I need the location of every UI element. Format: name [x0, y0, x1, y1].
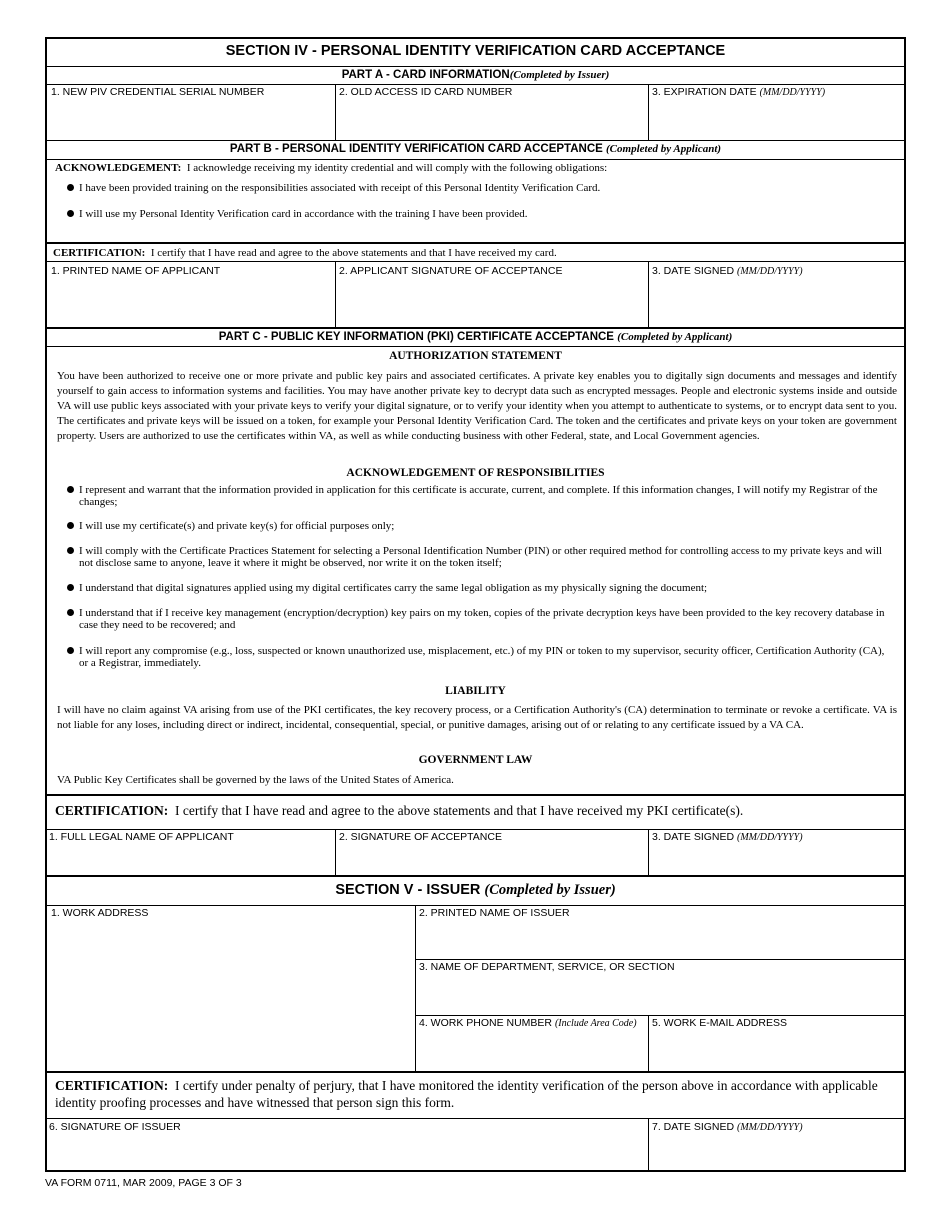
list-item: [67, 582, 887, 594]
cert-text: I certify that I have read and agree to the above statements and that I have received my PKI certificate(s).: [175, 803, 744, 818]
date-format-hint: (MM/DD/YYYY): [737, 1122, 803, 1133]
bullet-icon: [67, 184, 74, 191]
full-legal-name-field[interactable]: 1. FULL LEGAL NAME OF APPLICANT: [49, 831, 234, 843]
part-b-title: PART B - PERSONAL IDENTITY VERIFICATION CARD ACCEPTANCE: [229, 143, 603, 155]
bullet-text: I represent and warrant that the information provided in application for this certificate is accurate, current, and complete. If this information changes, I will notify my Registrar of the changes;: [79, 484, 878, 508]
work-email-field[interactable]: 5. WORK E-MAIL ADDRESS: [652, 1017, 787, 1029]
bullet-text: I will report any compromise (e.g., loss, suspected or known unauthorized use, misplacement, etc.) of my PIN or token to my supervisor, security officer, Certification Authority (CA), or a Registrar, immediately.: [79, 645, 885, 669]
bullet-icon: [67, 210, 74, 217]
cert-text: I certify under penalty of perjury, that I have monitored the identity verification of the person above in accordance with applicable identity proofing processes and have witnessed that person sign this form.: [55, 1078, 878, 1110]
work-phone-field[interactable]: [419, 1017, 637, 1029]
government-law-heading: GOVERNMENT LAW: [418, 754, 533, 766]
area-code-hint: (Include Area Code): [554, 1018, 637, 1029]
list-item: [67, 182, 887, 194]
bullet-text: I will use my Personal Identity Verification card in accordance with the training I have been provided.: [79, 208, 528, 220]
printed-name-field[interactable]: 1. PRINTED NAME OF APPLICANT: [51, 265, 221, 277]
liability-heading: LIABILITY: [445, 685, 506, 697]
cert-label: CERTIFICATION:: [55, 803, 169, 818]
date-signed-field[interactable]: [652, 831, 803, 843]
part-c-note: (Completed by Applicant): [617, 331, 733, 343]
part-c-header: [47, 331, 904, 343]
part-a-header: [47, 69, 904, 81]
government-law-text: VA Public Key Certificates shall be governed by the laws of the United States of America.: [57, 774, 454, 786]
bullet-icon: [67, 547, 74, 554]
department-field[interactable]: 3. NAME OF DEPARTMENT, SERVICE, OR SECTION: [419, 961, 675, 973]
section-v-note: (Completed by Issuer): [484, 882, 616, 898]
bullet-icon: [67, 647, 74, 654]
part-c-certification: [55, 802, 895, 819]
list-item: [67, 545, 887, 569]
list-item: [67, 484, 887, 508]
date-format-hint: (MM/DD/YYYY): [737, 832, 803, 843]
signature-of-acceptance-field[interactable]: 2. SIGNATURE OF ACCEPTANCE: [339, 831, 502, 843]
expiration-label: 3. EXPIRATION DATE: [652, 86, 757, 98]
issuer-date-signed-field[interactable]: [652, 1121, 803, 1133]
work-address-field[interactable]: 1. WORK ADDRESS: [51, 907, 149, 919]
issuer-signature-field[interactable]: 6. SIGNATURE OF ISSUER: [49, 1121, 181, 1133]
bullet-icon: [67, 584, 74, 591]
va-form-page: [45, 37, 906, 1172]
bullet-text: I understand that if I receive key management (encryption/decryption) key pairs on my token, copies of the private decryption keys have been provided to the key recovery database in case they need to be recovered; and: [79, 607, 885, 631]
bullet-text: I will comply with the Certificate Practices Statement for selecting a Personal Identification Number (PIN) or other required method for controlling access to my private keys and will not disclose same to anyone, leave it where it might be observed, nor write it on the token itself;: [79, 545, 883, 569]
bullet-text: I understand that digital signatures applied using my digital certificates carry the same legal obligation as my physically signing the document;: [79, 582, 708, 594]
responsibilities-heading: ACKNOWLEDGEMENT OF RESPONSIBILITIES: [346, 467, 605, 479]
ack-text: I acknowledge receiving my identity credential and will comply with the following obligations:: [186, 162, 608, 174]
new-piv-serial-field[interactable]: 1. NEW PIV CREDENTIAL SERIAL NUMBER: [51, 86, 265, 98]
list-item: [67, 520, 887, 532]
cert-text: I certify that I have read and agree to the above statements and that I have received my card.: [150, 247, 557, 259]
bullet-icon: [67, 486, 74, 493]
bullet-text: I have been provided training on the responsibilities associated with receipt of this Personal Identity Verification Card.: [79, 182, 601, 194]
authorization-text: You have been authorized to receive one or more private and public key pairs and associated certificates. A private key enables you to digitally sign documents and messages and identify yourself to gain access to information systems and facilities. You may have another private key to decrypt data such as encrypted messages. People and electronic systems inside and outside VA will use public keys associated with your private keys to verify your digital signature, or to verify your identity when you attempt to authenticate to systems, or to encrypt data sent to you. The certificates and private keys will be issued on a token, for example your Personal Identity Verification Card. The token and the certificates and private keys on your token are government property. Users are authorized to use the certificates within VA, as well as while conducting business with other Federal, state, and Local Government agencies.: [57, 370, 897, 442]
bullet-icon: [67, 609, 74, 616]
ack-label: ACKNOWLEDGEMENT:: [55, 162, 182, 174]
section-v-header: [47, 882, 904, 899]
cert-label: CERTIFICATION:: [53, 247, 146, 259]
date-signed-label: 3. DATE SIGNED: [652, 831, 735, 843]
date-signed-label: 3. DATE SIGNED: [652, 265, 735, 277]
authorization-heading: AUTHORIZATION STATEMENT: [389, 350, 562, 362]
list-item: [67, 208, 887, 220]
expiration-date-field[interactable]: [652, 86, 825, 98]
part-b-note: (Completed by Applicant): [606, 143, 722, 155]
old-access-card-field[interactable]: 2. OLD ACCESS ID CARD NUMBER: [339, 86, 513, 98]
applicant-signature-field[interactable]: 2. APPLICANT SIGNATURE OF ACCEPTANCE: [339, 265, 563, 277]
part-a-note: (Completed by Issuer): [509, 69, 610, 81]
cert-label: CERTIFICATION:: [55, 1078, 169, 1093]
date-format-hint: (MM/DD/YYYY): [759, 87, 826, 98]
date-signed-field[interactable]: [652, 265, 803, 277]
bullet-text: I will use my certificate(s) and private key(s) for official purposes only;: [79, 520, 395, 532]
issuer-printed-name-field[interactable]: 2. PRINTED NAME OF ISSUER: [419, 907, 570, 919]
part-a-title: PART A - CARD INFORMATION: [341, 69, 510, 81]
form-footer: VA FORM 0711, MAR 2009, PAGE 3 OF 3: [45, 1177, 242, 1189]
part-c-title: PART C - PUBLIC KEY INFORMATION (PKI) CERTIFICATE ACCEPTANCE: [218, 331, 614, 343]
section-v-title: SECTION V - ISSUER: [335, 882, 481, 898]
liability-text: I will have no claim against VA arising from use of the PKI certificates, the key recovery process, or a Certification Authority's (CA) determination to terminate or revoke a certificate. VA is not liable for any loses, including direct or indirect, incidental, consequential, special, or punitive damages, arising out of or relating to any certificate issued by a VA CA.: [57, 704, 897, 731]
date-format-hint: (MM/DD/YYYY): [737, 266, 803, 277]
issuer-certification: [55, 1077, 895, 1111]
acknowledgement-statement: [55, 162, 607, 174]
list-item: [67, 607, 887, 631]
list-item: [67, 645, 887, 669]
bullet-icon: [67, 522, 74, 529]
date-signed-label: 7. DATE SIGNED: [652, 1121, 735, 1133]
section-iv-title: SECTION IV - PERSONAL IDENTITY VERIFICATION CARD ACCEPTANCE: [225, 43, 726, 59]
part-b-header: [47, 143, 904, 155]
part-b-certification: [53, 247, 557, 259]
work-phone-label: 4. WORK PHONE NUMBER: [419, 1017, 553, 1029]
